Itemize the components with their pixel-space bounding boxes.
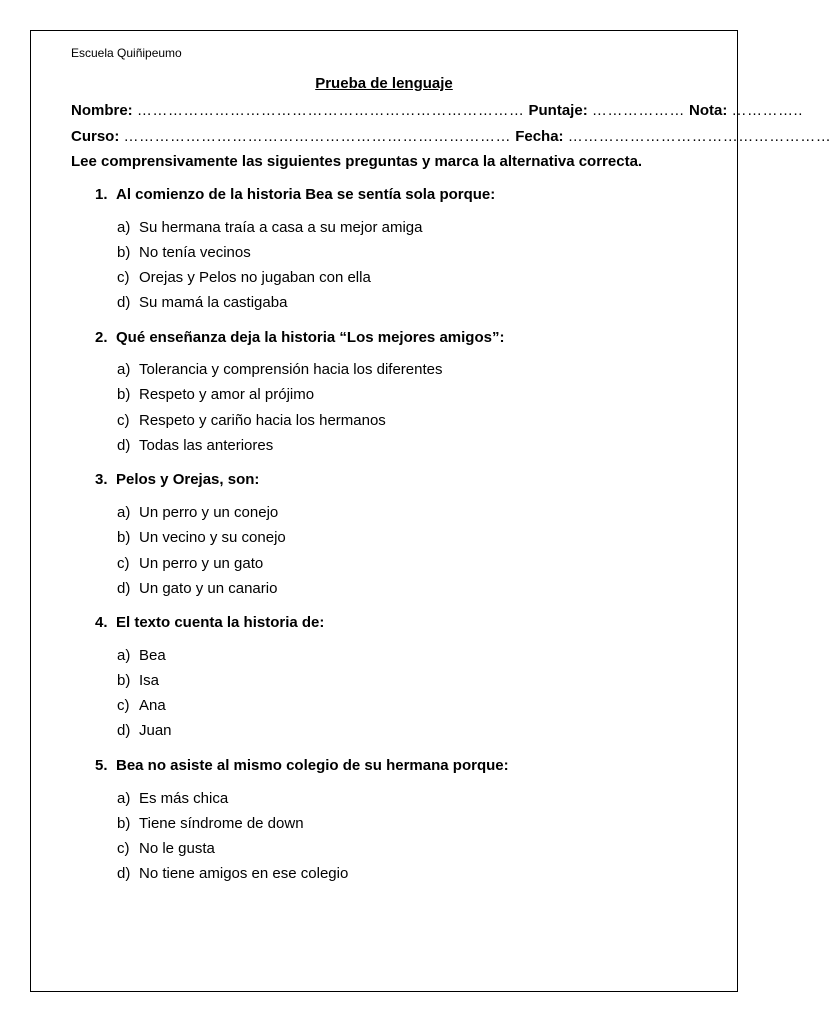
option-letter: a) — [117, 504, 131, 521]
question-4-option-d[interactable] — [117, 722, 172, 739]
option-letter: b) — [117, 244, 131, 261]
fecha-field[interactable]: …………………………………………… — [567, 128, 831, 145]
question-1-option-c[interactable] — [117, 269, 371, 286]
question-3-option-b[interactable] — [117, 529, 286, 546]
curso-field[interactable]: ………………………………………………………………… — [123, 128, 512, 145]
question-5-option-d[interactable] — [117, 865, 348, 882]
question-text: Pelos y Orejas, son: — [116, 471, 260, 488]
option-letter: d) — [117, 722, 131, 739]
question-5 — [95, 757, 509, 774]
option-text: Orejas y Pelos no jugaban con ella — [139, 269, 371, 286]
nombre-label: Nombre: — [71, 102, 133, 119]
option-text: Un perro y un conejo — [139, 504, 279, 521]
question-3 — [95, 471, 259, 488]
option-text: Un perro y un gato — [139, 555, 264, 572]
option-text: Todas las anteriores — [139, 437, 274, 454]
question-4-option-b[interactable] — [117, 672, 159, 689]
question-3-option-d[interactable] — [117, 580, 277, 597]
option-text: Un gato y un canario — [139, 580, 278, 597]
option-letter: b) — [117, 529, 131, 546]
option-letter: c) — [117, 840, 130, 857]
option-text: Su mamá la castigaba — [139, 294, 288, 311]
question-5-option-c[interactable] — [117, 840, 215, 857]
option-letter: b) — [117, 815, 131, 832]
option-letter: b) — [117, 386, 131, 403]
option-text: Juan — [139, 722, 172, 739]
curso-label: Curso: — [71, 128, 120, 145]
option-letter: c) — [117, 269, 130, 286]
nota-field[interactable]: ………….. — [731, 102, 803, 119]
option-letter: d) — [117, 580, 131, 597]
question-2 — [95, 329, 504, 346]
option-text: Ana — [139, 697, 166, 714]
option-letter: b) — [117, 672, 131, 689]
question-4-option-a[interactable] — [117, 647, 166, 664]
question-number: 5. — [95, 757, 108, 774]
question-4-option-c[interactable] — [117, 697, 166, 714]
curso-line — [71, 128, 831, 145]
question-number: 4. — [95, 614, 108, 631]
option-letter: a) — [117, 361, 131, 378]
option-letter: c) — [117, 555, 130, 572]
option-letter: c) — [117, 412, 130, 429]
option-letter: d) — [117, 294, 131, 311]
question-1-option-b[interactable] — [117, 244, 251, 261]
option-text: Tolerancia y comprensión hacia los diferentes — [139, 361, 443, 378]
question-5-option-b[interactable] — [117, 815, 304, 832]
question-text: El texto cuenta la historia de: — [116, 614, 325, 631]
option-letter: d) — [117, 865, 131, 882]
nombre-field[interactable]: ………………………………………………………………… — [136, 102, 525, 119]
question-4 — [95, 614, 324, 631]
option-text: Isa — [139, 672, 160, 689]
option-text: Tiene síndrome de down — [139, 815, 304, 832]
question-number: 1. — [95, 186, 108, 203]
option-text: Respeto y amor al prójimo — [139, 386, 315, 403]
question-3-option-c[interactable] — [117, 555, 263, 572]
option-text: Es más chica — [139, 790, 229, 807]
option-letter: d) — [117, 437, 131, 454]
question-2-option-d[interactable] — [117, 437, 273, 454]
question-1-option-d[interactable] — [117, 294, 287, 311]
puntaje-field[interactable]: ……………… — [591, 102, 685, 119]
question-number: 3. — [95, 471, 108, 488]
question-1 — [95, 186, 495, 203]
question-2-option-c[interactable] — [117, 412, 386, 429]
question-text: Qué enseñanza deja la historia “Los mejores amigos”: — [116, 329, 505, 346]
question-text: Bea no asiste al mismo colegio de su hermana porque: — [116, 757, 509, 774]
option-text: No tenía vecinos — [139, 244, 251, 261]
instructions: Lee comprensivamente las siguientes preguntas y marca la alternativa correcta. — [71, 153, 643, 170]
option-text: No le gusta — [139, 840, 215, 857]
option-letter: a) — [117, 219, 131, 236]
option-letter: a) — [117, 790, 131, 807]
question-3-option-a[interactable] — [117, 504, 278, 521]
option-text: Un vecino y su conejo — [139, 529, 286, 546]
option-letter: a) — [117, 647, 131, 664]
fecha-label: Fecha: — [515, 128, 564, 145]
option-text: Respeto y cariño hacia los hermanos — [139, 412, 386, 429]
page-title: Prueba de lenguaje — [315, 75, 453, 92]
question-2-option-a[interactable] — [117, 361, 443, 378]
option-letter: c) — [117, 697, 130, 714]
question-1-option-a[interactable] — [117, 219, 422, 236]
question-5-option-a[interactable] — [117, 790, 228, 807]
school-name: Escuela Quiñipeumo — [71, 46, 182, 60]
question-text: Al comienzo de la historia Bea se sentía sola porque: — [116, 186, 496, 203]
nombre-line — [71, 102, 803, 119]
option-text: Bea — [139, 647, 166, 664]
puntaje-label: Puntaje: — [528, 102, 588, 119]
nota-label: Nota: — [689, 102, 728, 119]
option-text: Su hermana traía a casa a su mejor amiga — [139, 219, 423, 236]
question-number: 2. — [95, 329, 108, 346]
question-2-option-b[interactable] — [117, 386, 314, 403]
option-text: No tiene amigos en ese colegio — [139, 865, 349, 882]
